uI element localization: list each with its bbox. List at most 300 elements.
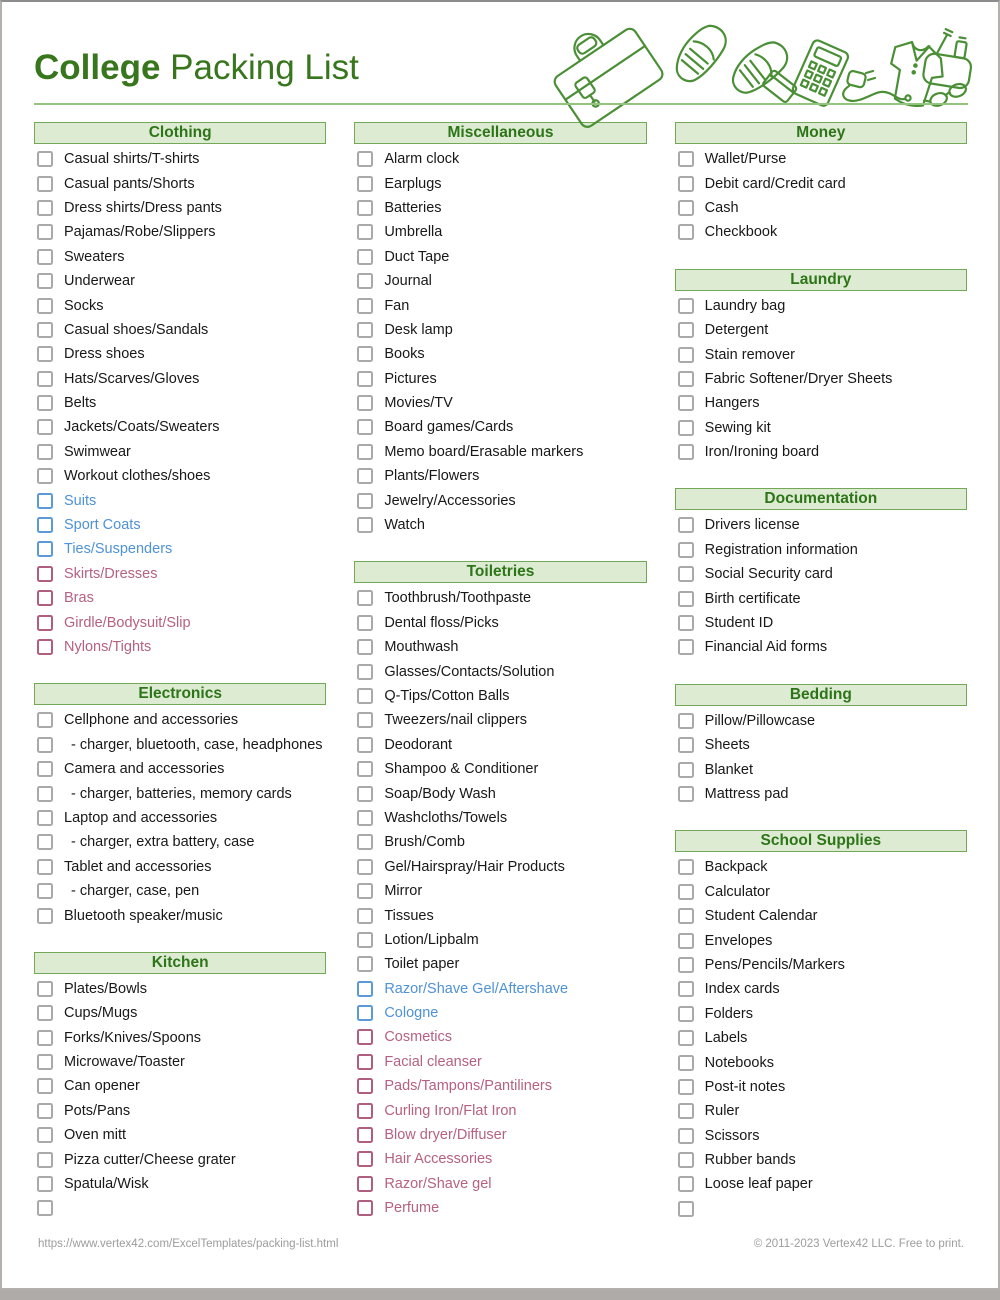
- checkbox[interactable]: [357, 1176, 373, 1192]
- item-label: Loose leaf paper: [704, 1176, 813, 1193]
- item-label: Blanket: [704, 761, 754, 778]
- section-miscellaneous: [354, 122, 646, 537]
- checkbox[interactable]: [37, 810, 53, 826]
- checklist-item: [34, 318, 326, 342]
- checklist-item: [354, 928, 646, 952]
- item-label: Batteries: [384, 199, 442, 216]
- checkbox[interactable]: [357, 224, 373, 240]
- checkbox[interactable]: [37, 1103, 53, 1119]
- checklist-item: [354, 342, 646, 366]
- checkbox[interactable]: [357, 981, 373, 997]
- checkbox[interactable]: [678, 200, 694, 216]
- item-label: Skirts/Dresses: [64, 565, 158, 582]
- checkbox[interactable]: [678, 542, 694, 558]
- item-label: Girdle/Bodysuit/Slip: [64, 614, 191, 631]
- checklist-item: [354, 1147, 646, 1171]
- checkbox[interactable]: [37, 224, 53, 240]
- section-documentation: [675, 488, 967, 659]
- checkbox[interactable]: [37, 761, 53, 777]
- checkbox[interactable]: [357, 932, 373, 948]
- checklist-item: [675, 1026, 967, 1050]
- item-label: - charger, bluetooth, case, headphones: [71, 736, 323, 753]
- checkbox[interactable]: [357, 737, 373, 753]
- item-label: Pots/Pans: [64, 1102, 131, 1119]
- footer-url: https://www.vertex42.com/ExcelTemplates/packing-list.html: [38, 1238, 339, 1250]
- item-label: Hair Accessories: [384, 1151, 493, 1168]
- checkbox[interactable]: [357, 1029, 373, 1045]
- section-money: [675, 122, 967, 245]
- item-label: Sewing kit: [704, 419, 771, 436]
- checkbox[interactable]: [678, 1079, 694, 1095]
- checklist-item: [354, 586, 646, 610]
- item-label: Calculator: [704, 883, 770, 900]
- section-header: Money: [675, 122, 967, 144]
- checkbox[interactable]: [357, 834, 373, 850]
- checklist-item: [675, 953, 967, 977]
- checkbox[interactable]: [37, 249, 53, 265]
- item-label: Drivers license: [704, 517, 800, 534]
- item-label: Deodorant: [384, 736, 453, 753]
- checkbox[interactable]: [357, 786, 373, 802]
- item-label: Casual shirts/T-shirts: [64, 151, 200, 168]
- checklist-item: [675, 733, 967, 757]
- checkbox[interactable]: [678, 151, 694, 167]
- item-label: Pens/Pencils/Markers: [704, 956, 845, 973]
- section-header: Clothing: [34, 122, 326, 144]
- item-label: Umbrella: [384, 224, 443, 241]
- checkbox[interactable]: [37, 786, 53, 802]
- item-label: Can opener: [64, 1078, 140, 1095]
- checklist-item: [354, 781, 646, 805]
- checkbox[interactable]: [357, 322, 373, 338]
- checklist-item: [354, 1098, 646, 1122]
- checkbox[interactable]: [678, 224, 694, 240]
- checklist-item: [354, 977, 646, 1001]
- item-label: Tissues: [384, 907, 434, 924]
- checkbox[interactable]: [37, 615, 53, 631]
- checkbox[interactable]: [678, 1030, 694, 1046]
- item-label: Labels: [704, 1030, 748, 1047]
- checkbox[interactable]: [37, 1127, 53, 1143]
- checkbox[interactable]: [37, 322, 53, 338]
- item-label: Student ID: [704, 615, 774, 632]
- checkbox[interactable]: [357, 1127, 373, 1143]
- checkbox[interactable]: [678, 981, 694, 997]
- checklist-item: [34, 196, 326, 220]
- checklist-item: [34, 806, 326, 830]
- checkbox[interactable]: [678, 615, 694, 631]
- checkbox[interactable]: [678, 957, 694, 973]
- page-title-rest: Packing List: [160, 48, 359, 87]
- checkbox[interactable]: [678, 1201, 694, 1217]
- checkbox[interactable]: [37, 1176, 53, 1192]
- checklist-item: [34, 245, 326, 269]
- checklist-item: [354, 733, 646, 757]
- item-label: Q-Tips/Cotton Balls: [384, 688, 510, 704]
- item-label: Cash: [704, 199, 739, 216]
- section-header: Kitchen: [34, 952, 326, 974]
- item-label: Index cards: [704, 981, 780, 998]
- item-label: Cellphone and accessories: [64, 712, 239, 729]
- item-label: Workout clothes/shoes: [64, 468, 211, 485]
- checklist-item: [675, 196, 967, 220]
- checkbox[interactable]: [357, 493, 373, 509]
- checklist-item: [34, 269, 326, 293]
- checkbox[interactable]: [678, 298, 694, 314]
- checkbox[interactable]: [357, 1054, 373, 1070]
- item-label: Belts: [64, 395, 97, 412]
- item-label: Social Security card: [704, 566, 833, 583]
- checkbox[interactable]: [678, 591, 694, 607]
- checkbox[interactable]: [37, 712, 53, 728]
- checkbox[interactable]: [678, 859, 694, 875]
- page-header: [2, 2, 998, 114]
- checkbox[interactable]: [37, 395, 53, 411]
- checklist-item: [354, 684, 646, 708]
- checkbox[interactable]: [678, 322, 694, 338]
- item-label: Pillow/Pillowcase: [704, 712, 816, 729]
- checkbox[interactable]: [678, 1103, 694, 1119]
- checkbox[interactable]: [678, 1152, 694, 1168]
- checkbox[interactable]: [678, 933, 694, 949]
- checklist-item: [34, 293, 326, 317]
- checklist-item: [675, 782, 967, 806]
- checklist-item: [675, 367, 967, 391]
- item-label: Checkbook: [704, 224, 778, 241]
- checkbox[interactable]: [678, 347, 694, 363]
- checkbox[interactable]: [678, 517, 694, 533]
- item-label: Cologne: [384, 1005, 439, 1022]
- checklist-item: [675, 635, 967, 659]
- checklist-item: [675, 1050, 967, 1074]
- checkbox[interactable]: [37, 1054, 53, 1070]
- item-label: Iron/Ironing board: [704, 444, 820, 461]
- checklist-item: [34, 415, 326, 439]
- item-label: Pads/Tampons/Pantiliners: [384, 1078, 552, 1095]
- checkbox[interactable]: [37, 298, 53, 314]
- item-label: Shampoo & Conditioner: [384, 761, 539, 778]
- checkbox[interactable]: [37, 639, 53, 655]
- checklist-item: [675, 1172, 967, 1196]
- checkbox[interactable]: [678, 371, 694, 387]
- checkbox[interactable]: [37, 883, 53, 899]
- item-label: Journal: [384, 273, 432, 290]
- checklist-item: [34, 830, 326, 854]
- item-label: Fan: [384, 297, 410, 314]
- item-label: Washcloths/Towels: [384, 809, 508, 826]
- checklist-item: [675, 1099, 967, 1123]
- checkbox[interactable]: [37, 1078, 53, 1094]
- checklist-item: [34, 1099, 326, 1123]
- checkbox[interactable]: [357, 151, 373, 167]
- checkbox[interactable]: [357, 615, 373, 631]
- checklist-item: [34, 171, 326, 195]
- checkbox[interactable]: [37, 493, 53, 509]
- item-label: Soap/Body Wash: [384, 785, 496, 802]
- checklist-item: [354, 1172, 646, 1196]
- section-header: Bedding: [675, 684, 967, 706]
- section-school-supplies: [675, 830, 967, 1221]
- checklist-item: [34, 488, 326, 512]
- item-label: Detergent: [704, 322, 769, 339]
- checkbox[interactable]: [357, 908, 373, 924]
- checkbox[interactable]: [357, 273, 373, 289]
- column-right: [675, 122, 967, 1245]
- checklist-item: [675, 562, 967, 586]
- item-label: Underwear: [64, 273, 135, 290]
- checkbox[interactable]: [37, 541, 53, 557]
- item-label: Facial cleanser: [384, 1053, 482, 1070]
- checklist-item: [354, 757, 646, 781]
- item-label: Bluetooth speaker/music: [64, 907, 223, 924]
- item-label: Jackets/Coats/Sweaters: [64, 419, 220, 436]
- checkbox[interactable]: [357, 859, 373, 875]
- item-label: Pajamas/Robe/Slippers: [64, 224, 216, 241]
- checkbox[interactable]: [357, 200, 373, 216]
- section-clothing: [34, 122, 326, 659]
- item-label: Movies/TV: [384, 395, 453, 412]
- checklist-item: [34, 440, 326, 464]
- item-label: Hangers: [704, 395, 760, 412]
- checkbox[interactable]: [37, 834, 53, 850]
- checkbox[interactable]: [678, 1128, 694, 1144]
- item-label: Registration information: [704, 541, 858, 558]
- checkbox[interactable]: [37, 1030, 53, 1046]
- checkbox[interactable]: [37, 468, 53, 484]
- checkbox[interactable]: [357, 688, 373, 704]
- item-label: Microwave/Toaster: [64, 1054, 185, 1071]
- checklist-item: [34, 757, 326, 781]
- checkbox[interactable]: [678, 786, 694, 802]
- checkbox[interactable]: [357, 176, 373, 192]
- checklist-item: [675, 391, 967, 415]
- checklist-item: [354, 513, 646, 537]
- item-label: Razor/Shave Gel/Aftershave: [384, 980, 569, 997]
- item-label: Razor/Shave gel: [384, 1175, 492, 1192]
- checklist-item: [354, 293, 646, 317]
- checkbox[interactable]: [357, 761, 373, 777]
- checkbox[interactable]: [678, 884, 694, 900]
- item-label: Plants/Flowers: [384, 468, 480, 485]
- checklist-item: [354, 367, 646, 391]
- section-kitchen: [34, 952, 326, 1221]
- checklist-item: [675, 1124, 967, 1148]
- checkbox[interactable]: [678, 176, 694, 192]
- checkbox[interactable]: [357, 956, 373, 972]
- checkbox[interactable]: [678, 444, 694, 460]
- packing-items-illustration: [546, 22, 970, 108]
- checkbox[interactable]: [37, 444, 53, 460]
- checklist-item: [675, 220, 967, 244]
- checklist-item: [34, 342, 326, 366]
- checkbox[interactable]: [357, 1151, 373, 1167]
- checklist-item: [34, 977, 326, 1001]
- checkbox[interactable]: [678, 737, 694, 753]
- checklist-item: [354, 196, 646, 220]
- checkbox[interactable]: [37, 1005, 53, 1021]
- checkbox[interactable]: [678, 395, 694, 411]
- item-label: Student Calendar: [704, 908, 818, 925]
- item-label: Folders: [704, 1005, 754, 1022]
- checkbox[interactable]: [37, 981, 53, 997]
- checkbox[interactable]: [678, 420, 694, 436]
- checklist-item: [675, 611, 967, 635]
- checkbox[interactable]: [357, 249, 373, 265]
- checkbox[interactable]: [357, 346, 373, 362]
- checklist-item: [354, 611, 646, 635]
- checkbox[interactable]: [37, 371, 53, 387]
- checkbox[interactable]: [357, 590, 373, 606]
- checkbox[interactable]: [357, 298, 373, 314]
- checkbox[interactable]: [357, 444, 373, 460]
- checklist-item: [34, 879, 326, 903]
- item-label: Laundry bag: [704, 297, 786, 314]
- checkbox[interactable]: [678, 1055, 694, 1071]
- item-label: Casual pants/Shorts: [64, 175, 195, 192]
- item-label: Tablet and accessories: [64, 858, 212, 875]
- checklist-item: [354, 1074, 646, 1098]
- checklist-item: [354, 391, 646, 415]
- checklist-item: [354, 855, 646, 879]
- checklist-item: [34, 1074, 326, 1098]
- checkbox[interactable]: [357, 639, 373, 655]
- section-header: Laundry: [675, 269, 967, 291]
- checklist-item: [354, 1123, 646, 1147]
- item-label: Toothbrush/Toothpaste: [384, 590, 532, 607]
- checklist-item: [354, 245, 646, 269]
- satchel-icon: [541, 10, 665, 130]
- checkbox[interactable]: [357, 810, 373, 826]
- checklist-item: [354, 269, 646, 293]
- checklist-item: [354, 879, 646, 903]
- item-label: Swimwear: [64, 443, 131, 460]
- section-electronics: [34, 683, 326, 928]
- checklist-item: [675, 977, 967, 1001]
- checkbox[interactable]: [357, 419, 373, 435]
- checkbox[interactable]: [37, 590, 53, 606]
- checklist-item: [675, 904, 967, 928]
- checklist-item: [34, 1001, 326, 1025]
- item-label: Dress shoes: [64, 346, 145, 363]
- checklist-item: [675, 318, 967, 342]
- checkbox[interactable]: [37, 737, 53, 753]
- item-label: Dress shirts/Dress pants: [64, 199, 222, 216]
- checklist-item: [354, 903, 646, 927]
- checklist-item: [354, 464, 646, 488]
- item-label: Wallet/Purse: [704, 151, 787, 168]
- checkbox[interactable]: [357, 883, 373, 899]
- checklist-item: [34, 537, 326, 561]
- checklist-item: [354, 220, 646, 244]
- checkbox[interactable]: [357, 712, 373, 728]
- item-label: Tweezers/nail clippers: [384, 712, 527, 729]
- item-label: Mirror: [384, 883, 423, 900]
- checklist-item: [354, 147, 646, 171]
- sneaker-icon: [724, 35, 794, 100]
- checkbox[interactable]: [357, 1200, 373, 1216]
- checklist-item: [34, 513, 326, 537]
- checkbox[interactable]: [37, 419, 53, 435]
- checkbox[interactable]: [357, 371, 373, 387]
- checkbox[interactable]: [357, 468, 373, 484]
- item-label: Bras: [64, 590, 94, 607]
- checklist-item: [675, 1002, 967, 1026]
- item-label: Watch: [384, 517, 425, 534]
- checkbox[interactable]: [37, 566, 53, 582]
- column-left: [34, 122, 326, 1245]
- item-label: Casual shoes/Sandals: [64, 321, 209, 338]
- item-label: Envelopes: [704, 932, 773, 949]
- checkbox[interactable]: [357, 1078, 373, 1094]
- checkbox[interactable]: [37, 151, 53, 167]
- section-header: Documentation: [675, 488, 967, 510]
- item-label: Mattress pad: [704, 786, 789, 802]
- checkbox[interactable]: [357, 1103, 373, 1119]
- checkbox[interactable]: [357, 664, 373, 680]
- item-label: Pictures: [384, 370, 437, 387]
- checkbox[interactable]: [678, 908, 694, 924]
- checklist-item: [34, 1026, 326, 1050]
- item-label: Books: [384, 346, 425, 363]
- header-divider: [34, 103, 968, 105]
- item-label: Sport Coats: [64, 517, 141, 534]
- checklist-item: [34, 562, 326, 586]
- checkbox[interactable]: [678, 1176, 694, 1192]
- checklist-item: [675, 171, 967, 195]
- item-label: Stain remover: [704, 346, 795, 363]
- checkbox[interactable]: [37, 1152, 53, 1168]
- column-middle: [354, 122, 646, 1245]
- item-label: Memo board/Erasable markers: [384, 443, 584, 460]
- checklist-item: [34, 464, 326, 488]
- checkbox[interactable]: [37, 176, 53, 192]
- item-label: Curling Iron/Flat Iron: [384, 1102, 517, 1119]
- checklist-item: [34, 610, 326, 634]
- checkbox[interactable]: [37, 273, 53, 289]
- item-label: Birth certificate: [704, 590, 801, 607]
- checkbox[interactable]: [678, 566, 694, 582]
- checklist-item: [354, 440, 646, 464]
- item-label: Nylons/Tights: [64, 639, 152, 655]
- item-label: Alarm clock: [384, 151, 460, 168]
- item-label: Earplugs: [384, 175, 442, 192]
- checkbox[interactable]: [357, 517, 373, 533]
- checkbox[interactable]: [37, 517, 53, 533]
- checklist-item: [354, 806, 646, 830]
- checklist-item: [675, 880, 967, 904]
- checkbox[interactable]: [678, 1006, 694, 1022]
- checkbox[interactable]: [37, 1200, 53, 1216]
- checkbox[interactable]: [678, 713, 694, 729]
- checkbox[interactable]: [37, 346, 53, 362]
- item-label: Mouthwash: [384, 639, 459, 656]
- checklist-item: [675, 1075, 967, 1099]
- checkbox[interactable]: [678, 639, 694, 655]
- checkbox[interactable]: [37, 200, 53, 216]
- checkbox[interactable]: [357, 1005, 373, 1021]
- item-label: Suits: [64, 492, 97, 509]
- checklist-item: [34, 733, 326, 757]
- item-label: Board games/Cards: [384, 419, 514, 436]
- checkbox[interactable]: [37, 859, 53, 875]
- checkbox[interactable]: [357, 395, 373, 411]
- checkbox[interactable]: [678, 762, 694, 778]
- checklist-item: [34, 903, 326, 927]
- plug-icon: [843, 70, 910, 101]
- item-label: Spatula/Wisk: [64, 1176, 149, 1193]
- checklist-item: [34, 1196, 326, 1220]
- checkbox[interactable]: [37, 908, 53, 924]
